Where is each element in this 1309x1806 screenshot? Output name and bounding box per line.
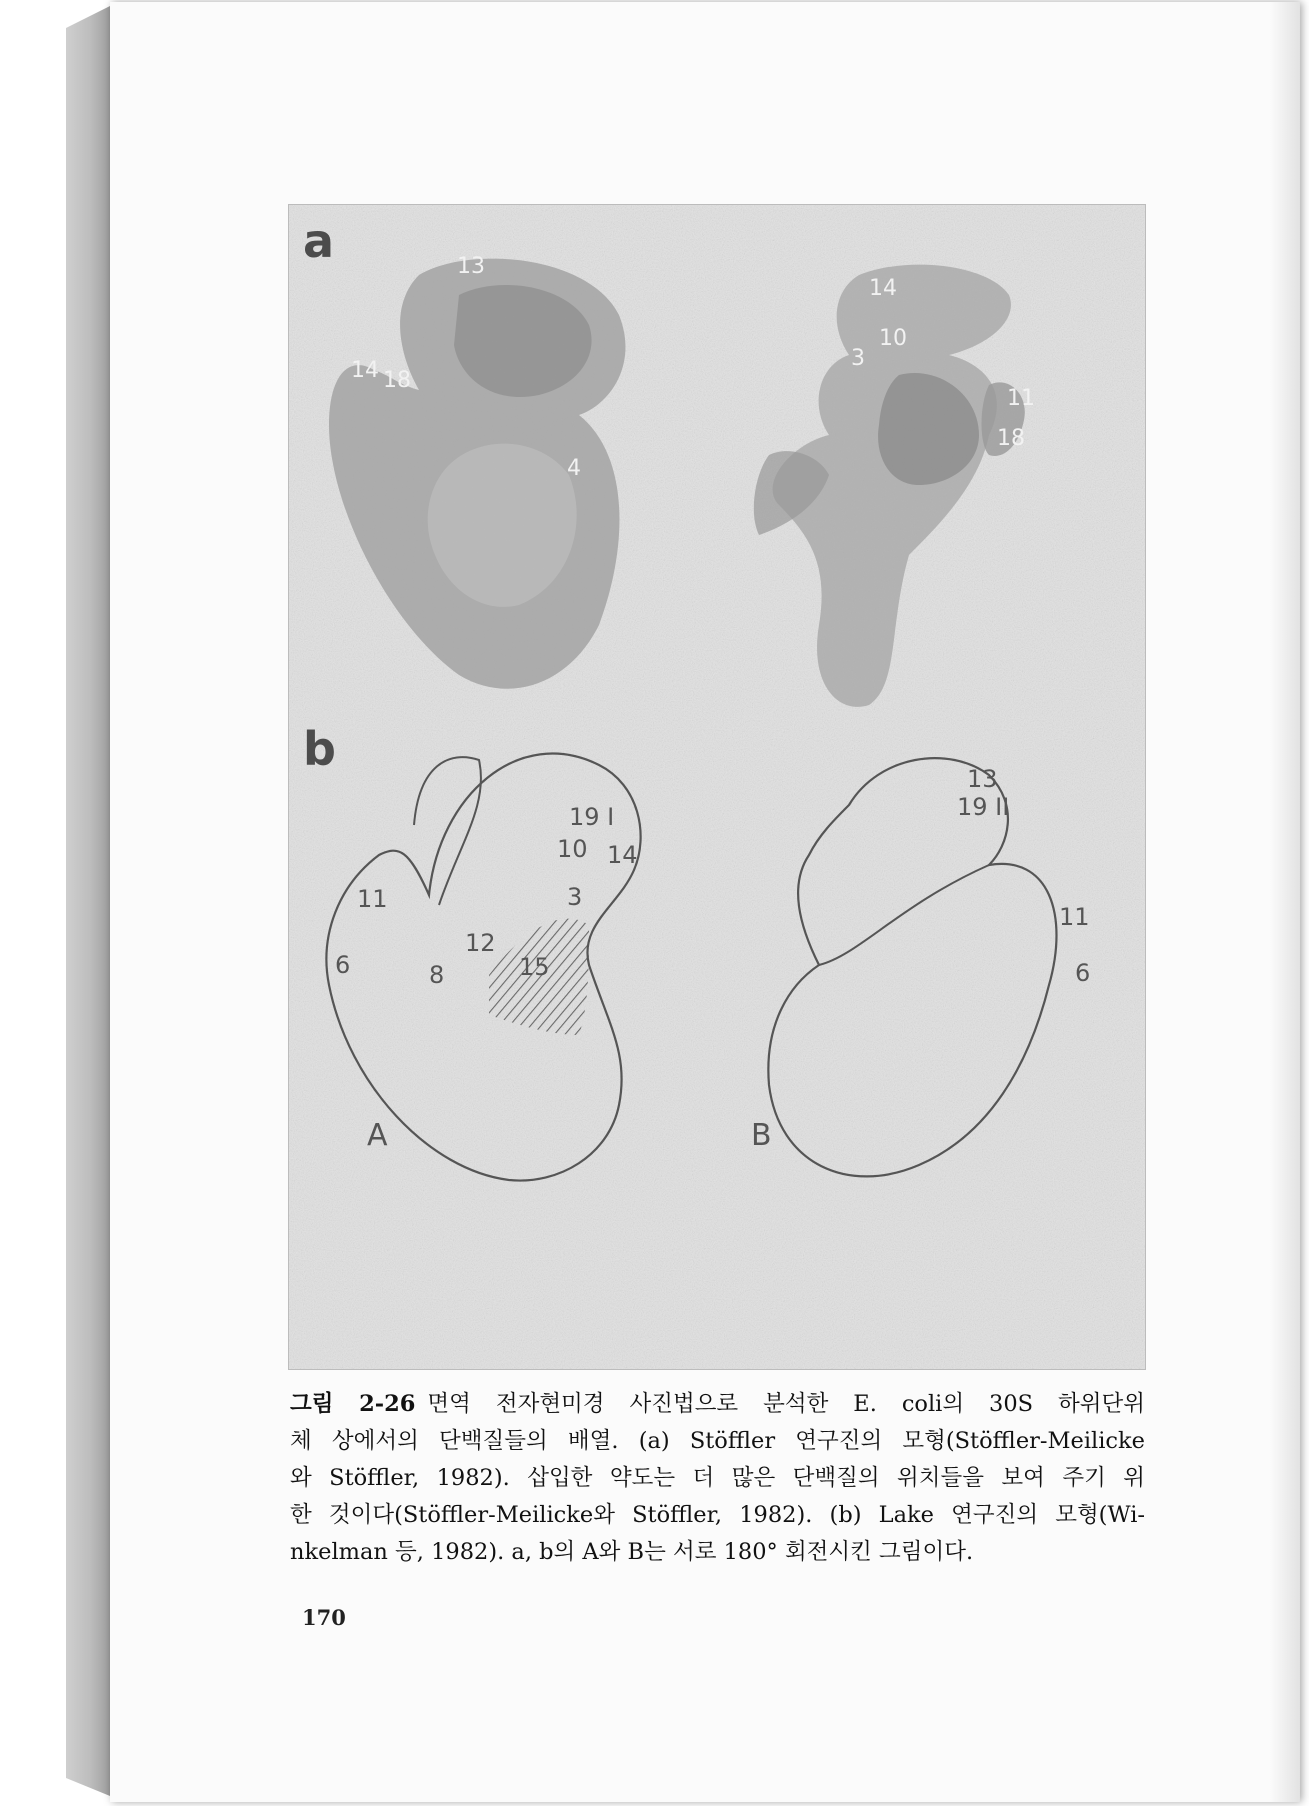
caption-line-1 <box>290 1386 1145 1423</box>
book-page <box>110 2 1300 1802</box>
protein-label: 19 I <box>569 803 615 831</box>
view-b-letter: B <box>751 1118 772 1153</box>
protein-label: 6 <box>1075 959 1091 987</box>
caption-line-4: 한 것이다(Stöffler-Meilicke와 Stöffler, 1982). (b) Lake 연구진의 모형(Wi- <box>290 1502 1145 1528</box>
caption-line-1-text: 면역 전자현미경 사진법으로 분석한 E. coli의 30S 하위단위 <box>427 1391 1145 1417</box>
protein-label: 11 <box>357 885 388 913</box>
protein-label: 3 <box>851 346 865 371</box>
protein-label: 6 <box>335 951 351 979</box>
protein-label: 15 <box>519 953 550 981</box>
figure-number: 그림 2-26 <box>290 1391 416 1417</box>
view-a-letter: A <box>367 1118 388 1153</box>
caption-line-3: 와 Stöffler, 1982). 삽입한 약도는 더 많은 단백질의 위치들을 보여 주기 위 <box>290 1465 1145 1491</box>
protein-label: 4 <box>567 456 581 481</box>
caption-line-5: nkelman 등, 1982). a, b의 A와 B는 서로 180° 회전시킨 그림이다. <box>290 1539 974 1565</box>
figure-caption <box>290 1386 1145 1571</box>
protein-label: 14 <box>351 358 379 383</box>
page-edge-shadow <box>1270 2 1300 1802</box>
protein-label: 12 <box>465 929 496 957</box>
protein-label: 10 <box>879 326 907 351</box>
protein-label: 18 <box>997 426 1025 451</box>
figure-30s-subunit <box>288 204 1146 1370</box>
protein-label: 3 <box>567 883 583 911</box>
panel-a-label: a <box>303 214 335 268</box>
protein-label: 10 <box>557 835 588 863</box>
book-spine <box>66 6 110 1796</box>
protein-label: 11 <box>1007 386 1035 411</box>
caption-line-2: 체 상에서의 단백질들의 배열. (a) Stöffler 연구진의 모형(Stöffler-Meilicke <box>290 1428 1145 1454</box>
protein-label: 13 <box>457 254 485 279</box>
figure-micrograph-diagram <box>289 205 1145 1369</box>
protein-label: 13 <box>967 765 998 793</box>
panel-b-label: b <box>303 722 336 776</box>
page-number: 170 <box>302 1605 346 1630</box>
protein-label: 8 <box>429 961 445 989</box>
protein-label: 11 <box>1059 903 1090 931</box>
protein-label: 19 II <box>957 793 1010 821</box>
protein-label: 14 <box>869 276 897 301</box>
protein-label: 18 <box>383 368 411 393</box>
protein-label: 14 <box>607 841 638 869</box>
